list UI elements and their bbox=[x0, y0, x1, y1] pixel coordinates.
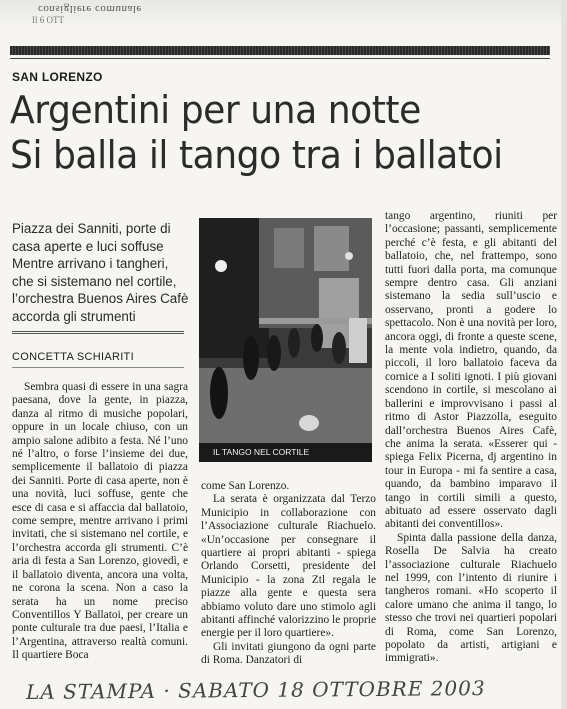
photo-image bbox=[199, 218, 372, 462]
section-label: SAN LORENZO bbox=[12, 70, 103, 84]
article-column-1 bbox=[12, 381, 188, 663]
article-column-3 bbox=[385, 210, 557, 666]
paragraph: come San Lorenzo. bbox=[201, 480, 290, 492]
article-photo bbox=[199, 218, 372, 462]
paragraph: La serata è organizzata dal Terzo Municipio in collaborazione con l’Associazione culturale Riachuelo. «Un’occasione per consegnare il quartiere ai propri abitanti - spiega Orlando Corsetti, presidente del Municipio - la zona Ztl regala le piazze alla gente e questa sera abbiamo voluto dare uno stimolo agli abitanti affinché valorizzino le proprie energie per il loro quartiere». bbox=[201, 493, 377, 640]
photo-caption: IL TANGO NEL CORTILE bbox=[199, 443, 372, 462]
torn-top-edge bbox=[0, 0, 567, 24]
headline-line-1: Argentini per una notte bbox=[10, 88, 421, 132]
masthead-rule-thin bbox=[10, 58, 550, 59]
top-fragment-text: consigliere comunale bbox=[38, 3, 142, 15]
byline: CONCETTA SCHIARITI bbox=[12, 351, 134, 363]
headline-line-2: Si balla il tango tra i ballatoi bbox=[10, 133, 503, 177]
article-summary: Piazza dei Sanniti, porte di casa aperte e luci soffuse Mentre arrivano i tangheri, che si sistemano nel cortile, l’orchestra Buenos Aires Cafè accorda gli strumenti bbox=[12, 221, 189, 324]
byline-rule bbox=[12, 333, 184, 334]
handwritten-source-note: LA STAMPA · SABATO 18 OTTOBRE 2003 bbox=[25, 675, 486, 705]
top-fragment-below: Il 6 OTT bbox=[32, 15, 64, 24]
byline-rule bbox=[12, 367, 184, 368]
headline bbox=[10, 88, 528, 178]
paragraph: tango argentino, riuniti per l’occasione; passanti, semplicemente perché c’è festa, e gli abitanti del ballatoio, che, nel frattempo, sono tutti fuori dalla porta, ma comunque sempre dentro casa. Gli anziani sistemano la sedia sull’uscio e osservano, pronti a godere lo spettacolo. Non è una novità per loro, ancora oggi, di fronte a queste scene, la mente vola indietro, quando, da piccoli, il loro ballatoio faceva da cornice a I soliti ignoti. I più giovani scendono in cortile, si mescolano ai ballerini e improvvisano i passi al ritmo di Astor Piazzolla, eseguito dall’orchestra Buenos Aires Cafè, che anima la serata. «Esserer qui - spiega Felix Picerna, dj argentino in tour in Europa - mi fa sentire a casa, quando, da bambino imparavo il tango in cortili simili a questo, abituato ad essere osservato dagli abitanti dei conventillos». bbox=[385, 210, 557, 531]
page-edge bbox=[561, 0, 567, 709]
byline-rule bbox=[12, 331, 184, 332]
paragraph: Spinta dalla passione della danza, Rosella De Salvia ha creato l’associazione culturale Riachuelo nel 1999, con l’intento di riunire i tangheros romani. «Ho scoperto il calore umano che anima il tango, lo stesso che trovi nei quartieri popolari di Roma, come San Lorenzo, popolato da artisti, artigiani e immigrati». bbox=[385, 531, 557, 665]
masthead-rule bbox=[10, 46, 550, 55]
paragraph: Sembra quasi di essere in una sagra paesana, dove la gente, in piazza, danza al ritmo di musiche popolari, oppure in un locale chiuso, con un ampio salone adibito a festa. Né l’uno né l’altro, o forse l’insieme dei due, semplicemente il ballatoio di piazza dei Sanniti. Porte di casa aperte, non è una novità, luci soffuse, gente che esce di casa e si affaccia dal ballatoio, come sempre, mentre arrivano i primi invitati, che si sistemano nel cortile, e l’orchestra accorda gli strumenti. C’è aria di festa a San Lorenzo, giovedì, e il ballatoio diventa, ancora una volta, ne corona la scena. Non a caso la serata ha un nome preciso Conventillos Y Ballatoi, per creare un ponte culturale tra due paesi, l’Italia e l’Argentina, attraverso realtà comuni. Il quartiere Boca bbox=[12, 381, 188, 662]
article-column-2 bbox=[201, 480, 376, 668]
paragraph: Gli invitati giungono da ogni parte di Roma. Danzatori di bbox=[201, 640, 376, 667]
